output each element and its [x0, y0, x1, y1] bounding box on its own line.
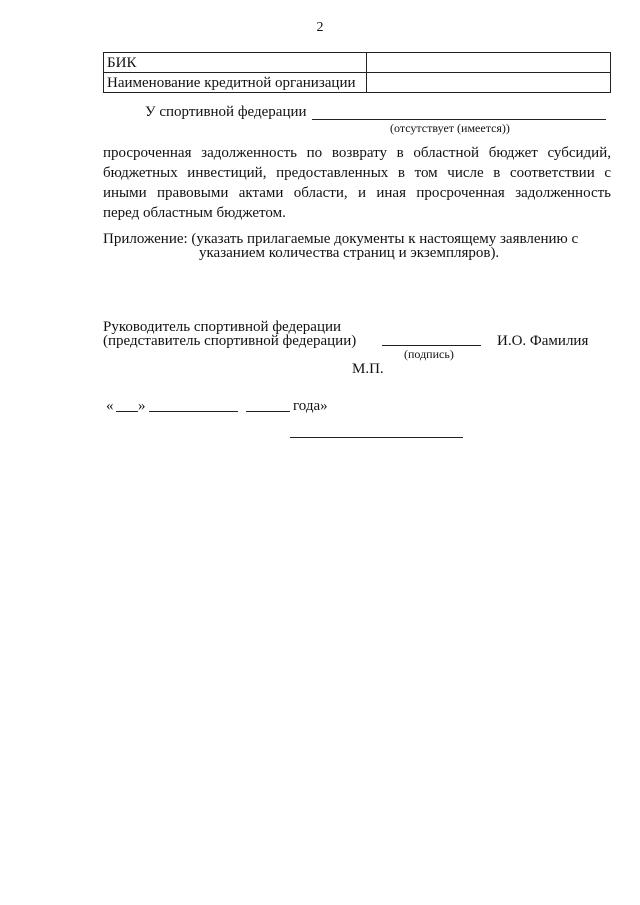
signature-line: [382, 345, 481, 346]
date-year-suffix: года»: [293, 398, 328, 414]
date-close-quote: »: [138, 398, 146, 414]
federation-prefix: У спортивной федерации: [145, 104, 307, 120]
debt-line: перед областным бюджетом.: [103, 205, 286, 221]
attachment-line-2: указанием количества страниц и экземпляров).: [199, 245, 500, 261]
date-month-line: [149, 411, 238, 412]
debt-line: бюджетных инвестиций, предоставленных в том числе в соответствии с: [103, 165, 611, 181]
date-day-line: [116, 411, 138, 412]
signatory-role-line-2: (представитель спортивной федерации): [103, 333, 357, 349]
date-year-line: [246, 411, 290, 412]
stamp-placeholder: М.П.: [352, 361, 384, 377]
signature-caption: (подпись): [404, 347, 454, 361]
bik-value: [367, 53, 611, 73]
date-open-quote: «: [106, 398, 114, 414]
table-row: [104, 53, 611, 73]
page-number: 2: [316, 20, 324, 35]
bank-details-table: [103, 52, 611, 93]
federation-status-caption: (отсутствует (имеется)): [390, 121, 510, 135]
debt-line: иными правовыми актами области, и иная просроченная задолженность: [103, 185, 611, 201]
signatory-role-line-1: Руководитель спортивной федерации: [103, 319, 342, 335]
federation-status-line: [312, 119, 606, 120]
bank-name-value: [367, 73, 611, 93]
closing-line: [290, 437, 463, 438]
bank-name-label: Наименование кредитной организации: [104, 73, 367, 93]
signatory-name: И.О. Фамилия: [497, 333, 589, 349]
bik-label: БИК: [104, 53, 367, 73]
debt-line: просроченная задолженность по возврату в областной бюджет субсидий,: [103, 145, 611, 161]
debt-paragraph: [103, 143, 611, 223]
attachment-line-1: Приложение: (указать прилагаемые документы к настоящему заявлению с: [103, 231, 579, 247]
table-row: [104, 73, 611, 93]
